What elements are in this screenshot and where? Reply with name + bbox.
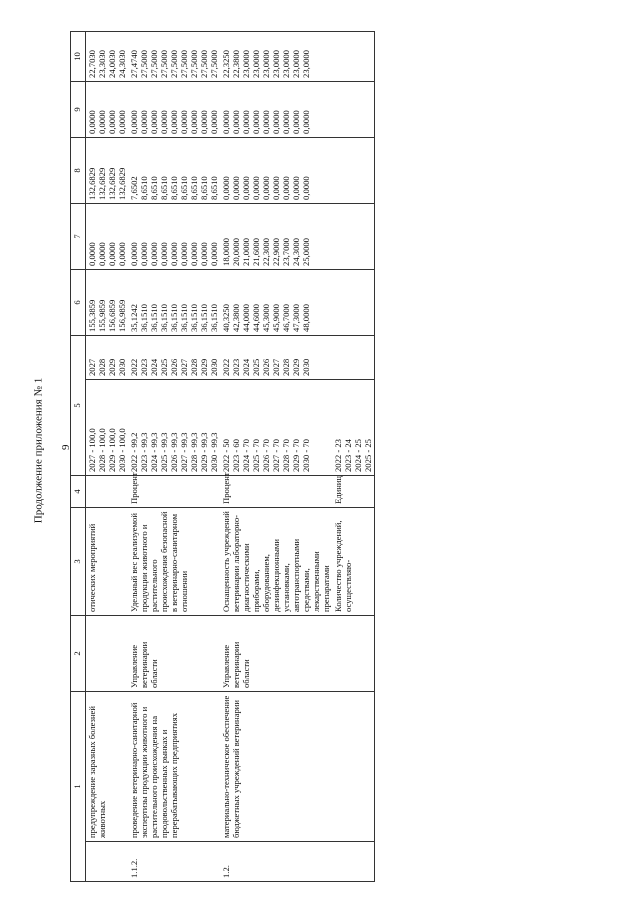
row-col10-value: 24,0030 — [107, 50, 117, 78]
row-col9 — [128, 81, 220, 137]
row-targets-value: 2028 - 70 — [281, 439, 291, 472]
row-targets-value: 2028 - 99,3 — [189, 432, 199, 472]
row-col7-value: 0,0000 — [107, 242, 117, 266]
row-col9-value: 0,0000 — [281, 110, 291, 134]
row-col7-value: 0,0000 — [209, 242, 219, 266]
row-col9-value: 0,0000 — [251, 110, 261, 134]
row-col9 — [86, 81, 129, 137]
table-row — [332, 31, 375, 881]
row-col8-value: 132,6829 — [107, 167, 117, 200]
row-years-value: 2028 — [189, 358, 199, 376]
row-col10 — [220, 31, 332, 81]
row-col9-value: 0,0000 — [107, 110, 117, 134]
row-col9-value: 0,0000 — [139, 110, 149, 134]
row-targets-value: 2022 - 99,2 — [129, 432, 139, 472]
row-years-value: 2030 — [117, 358, 127, 376]
row-col10-value: 27,5000 — [199, 50, 209, 78]
row-col10 — [332, 31, 375, 81]
row-col6-value: 36,1510 — [149, 304, 159, 332]
row-targets-value: 2023 - 99,3 — [139, 432, 149, 472]
row-indicator: Оснащенность учреждений ветеринарии лабораторно-диагностическими приборами, оборудованием, дезинфекционными установками, автотранспортными средствами, лекарственными препаратами — [220, 507, 332, 615]
row-col8-value: 7,6502 — [129, 176, 139, 200]
row-col7-value: 0,0000 — [87, 242, 97, 266]
row-col9-value: 0,0000 — [179, 110, 189, 134]
row-col10-value: 27,5000 — [179, 50, 189, 78]
row-executor — [332, 615, 375, 691]
program-table — [70, 31, 375, 882]
row-years-value: 2023 — [139, 358, 149, 376]
row-col7-value: 0,0000 — [139, 242, 149, 266]
row-years — [332, 335, 375, 379]
row-targets-value: 2024 - 70 — [241, 439, 251, 472]
row-col10-value: 22,7030 — [87, 50, 97, 78]
row-targets-value: 2030 - 100,0 — [117, 428, 127, 472]
row-col6-value: 36,1510 — [139, 304, 149, 332]
row-years-value: 2024 — [241, 358, 251, 376]
row-targets-value: 2022 - 50 — [221, 439, 231, 472]
row-years-value: 2027 — [271, 358, 281, 376]
row-col8-value: 0,0000 — [281, 176, 291, 200]
row-col9-value: 0,0000 — [129, 110, 139, 134]
row-col8 — [128, 137, 220, 203]
row-col10-value: 27,5000 — [209, 50, 219, 78]
row-col8-value: 132,6829 — [117, 167, 127, 200]
header-cell-10: 10 — [71, 31, 86, 81]
row-col8 — [220, 137, 332, 203]
header-cell-9: 9 — [71, 81, 86, 137]
row-name: предупреждение заразных болезней животных — [86, 691, 129, 841]
row-name: материально-техническое обеспечение бюджетных учреждений ветеринарии — [220, 691, 332, 841]
row-targets-value: 2025 - 99,3 — [159, 432, 169, 472]
header-cell-4: 4 — [71, 475, 86, 507]
row-col10-value: 23,0000 — [261, 50, 271, 78]
row-col7-value: 0,0000 — [189, 242, 199, 266]
row-col9-value: 0,0000 — [159, 110, 169, 134]
row-col9-value: 0,0000 — [241, 110, 251, 134]
row-col9-value: 0,0000 — [97, 110, 107, 134]
row-col7-value: 22,3000 — [261, 238, 271, 266]
row-targets-value: 2027 - 100,0 — [87, 428, 97, 472]
row-col9-value: 0,0000 — [209, 110, 219, 134]
row-col9-value: 0,0000 — [87, 110, 97, 134]
row-col8 — [332, 137, 375, 203]
row-col6-value: 47,3000 — [291, 304, 301, 332]
row-col6 — [220, 269, 332, 335]
row-targets-value: 2024 - 99,3 — [149, 432, 159, 472]
row-executor: Управление ветеринарии области — [128, 615, 220, 691]
row-col8-value: 8,6510 — [189, 176, 199, 200]
row-col6 — [128, 269, 220, 335]
row-col6 — [86, 269, 129, 335]
row-indicator: Количество учреждений, осуществляю- — [332, 507, 375, 615]
row-years-value: 2023 — [231, 358, 241, 376]
row-years-value: 2024 — [149, 358, 159, 376]
row-col7-value: 0,0000 — [129, 242, 139, 266]
row-years — [86, 335, 129, 379]
row-col6-value: 35,1242 — [129, 304, 139, 332]
row-col7-value: 0,0000 — [159, 242, 169, 266]
row-col7-value: 25,0000 — [301, 238, 311, 266]
row-code — [86, 842, 129, 882]
row-unit: Единиц — [332, 475, 375, 507]
row-code — [332, 842, 375, 882]
row-targets-value: 2029 - 100,0 — [107, 428, 117, 472]
row-years-value: 2022 — [129, 358, 139, 376]
row-col7-value: 21,0000 — [241, 238, 251, 266]
appendix-caption-text: Продолжение приложения № 1 — [32, 377, 45, 524]
row-col9-value: 0,0000 — [189, 110, 199, 134]
row-col6-value: 36,1510 — [199, 304, 209, 332]
row-col8-value: 8,6510 — [169, 176, 179, 200]
row-code: 1.2. — [220, 842, 332, 882]
table-row — [128, 31, 220, 881]
row-years — [220, 335, 332, 379]
row-col8-value: 132,6829 — [87, 167, 97, 200]
row-years-value: 2025 — [159, 358, 169, 376]
row-col6-value: 48,0000 — [301, 304, 311, 332]
table-body — [86, 31, 375, 881]
row-col8-value: 8,6510 — [159, 176, 169, 200]
row-col10-value: 27,5000 — [139, 50, 149, 78]
row-col10 — [128, 31, 220, 81]
row-col7 — [220, 203, 332, 269]
row-col8-value: 0,0000 — [251, 176, 261, 200]
row-col8-value: 0,0000 — [231, 176, 241, 200]
header-cell-8: 8 — [71, 137, 86, 203]
row-targets-value: 2026 - 70 — [261, 439, 271, 472]
row-targets-value: 2022 - 23 — [333, 439, 343, 472]
row-col9-value: 0,0000 — [261, 110, 271, 134]
row-col7-value: 23,7000 — [281, 238, 291, 266]
header-cell-2: 2 — [71, 615, 86, 691]
row-col6-value: 156,9859 — [117, 299, 127, 332]
page-number: 9 — [60, 444, 72, 450]
row-col10 — [86, 31, 129, 81]
row-col6 — [332, 269, 375, 335]
row-col7-value: 21,6000 — [251, 238, 261, 266]
row-targets-value: 2025 - 70 — [251, 439, 261, 472]
row-targets-value: 2023 - 24 — [343, 439, 353, 472]
row-unit — [86, 475, 129, 507]
row-col8-value: 0,0000 — [301, 176, 311, 200]
row-years-value: 2022 — [221, 358, 231, 376]
row-col7-value: 0,0000 — [149, 242, 159, 266]
row-col7 — [86, 203, 129, 269]
header-cell-6: 6 — [71, 269, 86, 335]
row-col8-value: 0,0000 — [271, 176, 281, 200]
row-col8-value: 8,6510 — [179, 176, 189, 200]
row-col6-value: 44,0000 — [241, 304, 251, 332]
table-row — [220, 31, 332, 881]
row-targets-value: 2030 - 70 — [301, 439, 311, 472]
row-col10-value: 27,5000 — [149, 50, 159, 78]
header-cell-7: 7 — [71, 203, 86, 269]
row-targets — [220, 379, 332, 475]
row-years-value: 2029 — [291, 358, 301, 376]
row-years-value: 2026 — [261, 358, 271, 376]
row-years-value: 2027 — [87, 358, 97, 376]
row-col7-value: 0,0000 — [117, 242, 127, 266]
row-years — [128, 335, 220, 379]
row-targets-value: 2027 - 70 — [271, 439, 281, 472]
row-years-value: 2026 — [169, 358, 179, 376]
row-name — [332, 691, 375, 841]
row-col9-value: 0,0000 — [231, 110, 241, 134]
row-col9 — [332, 81, 375, 137]
row-col10-value: 27,4740 — [129, 50, 139, 78]
header-row — [71, 31, 86, 881]
row-col6-value: 155,3859 — [87, 299, 97, 332]
row-years-value: 2030 — [209, 358, 219, 376]
row-col7-value: 24,3000 — [291, 238, 301, 266]
row-col7 — [128, 203, 220, 269]
row-col6-value: 40,3250 — [221, 304, 231, 332]
row-col6-value: 36,1510 — [209, 304, 219, 332]
row-col6-value: 45,9000 — [271, 304, 281, 332]
row-col7-value: 0,0000 — [179, 242, 189, 266]
row-col7 — [332, 203, 375, 269]
row-col7-value: 0,0000 — [169, 242, 179, 266]
header-cell-3: 3 — [71, 507, 86, 615]
row-targets-value: 2027 - 99,3 — [179, 432, 189, 472]
row-col9-value: 0,0000 — [169, 110, 179, 134]
row-unit: Процент — [128, 475, 220, 507]
row-col9-value: 0,0000 — [149, 110, 159, 134]
row-targets-value: 2030 - 99,3 — [209, 432, 219, 472]
row-indicator: Удельный вес реализуемой продукции животного и растительного происхождения безопасной в ветеринарно-санитарном отношении — [128, 507, 220, 615]
row-years-value: 2030 — [301, 358, 311, 376]
row-col6-value: 44,6000 — [251, 304, 261, 332]
row-col10-value: 24,3030 — [117, 50, 127, 78]
row-col8 — [86, 137, 129, 203]
row-targets-value: 2024 - 25 — [353, 439, 363, 472]
row-code: 1.1.2. — [128, 842, 220, 882]
row-col10-value: 23,0000 — [281, 50, 291, 78]
row-col9-value: 0,0000 — [199, 110, 209, 134]
row-targets-value: 2026 - 99,3 — [169, 432, 179, 472]
row-col8-value: 0,0000 — [221, 176, 231, 200]
row-col10-value: 22,3800 — [231, 50, 241, 78]
row-col7-value: 18,0000 — [221, 238, 231, 266]
row-targets-value: 2029 - 99,3 — [199, 432, 209, 472]
row-col6-value: 155,9859 — [97, 299, 107, 332]
row-col9-value: 0,0000 — [271, 110, 281, 134]
row-col8-value: 0,0000 — [241, 176, 251, 200]
row-years-value: 2029 — [107, 358, 117, 376]
row-col7-value: 22,9000 — [271, 238, 281, 266]
row-targets-value: 2029 - 70 — [291, 439, 301, 472]
row-targets-value: 2025 - 25 — [363, 439, 373, 472]
row-years-value: 2027 — [179, 358, 189, 376]
table-row — [86, 31, 129, 881]
row-col10-value: 23,0000 — [271, 50, 281, 78]
row-targets — [332, 379, 375, 475]
row-col10-value: 27,5000 — [159, 50, 169, 78]
row-col8-value: 0,0000 — [261, 176, 271, 200]
row-col9-value: 0,0000 — [221, 110, 231, 134]
row-targets — [128, 379, 220, 475]
row-col7-value: 0,0000 — [97, 242, 107, 266]
row-col8-value: 132,6829 — [97, 167, 107, 200]
row-targets — [86, 379, 129, 475]
row-col8-value: 8,6510 — [139, 176, 149, 200]
row-col10-value: 22,3250 — [221, 50, 231, 78]
row-col6-value: 36,1510 — [179, 304, 189, 332]
row-col8-value: 8,6510 — [149, 176, 159, 200]
row-col10-value: 23,0000 — [291, 50, 301, 78]
row-years-value: 2028 — [281, 358, 291, 376]
row-col6-value: 36,1510 — [159, 304, 169, 332]
rotated-table-sheet — [70, 32, 605, 882]
header-cell-1: 1 — [71, 691, 86, 881]
row-col6-value: 42,3800 — [231, 304, 241, 332]
row-col6-value: 36,1510 — [169, 304, 179, 332]
row-col10-value: 23,0000 — [251, 50, 261, 78]
row-name: проведение ветеринарно-санитарной экспертизы продукции животного и растительного происхождения на продовольственных рынках и перерабатывающих предприятиях — [128, 691, 220, 841]
row-indicator: отических мероприятий — [86, 507, 129, 615]
row-targets-value: 2023 - 60 — [231, 439, 241, 472]
row-years-value: 2029 — [199, 358, 209, 376]
row-executor — [86, 615, 129, 691]
row-years-value: 2025 — [251, 358, 261, 376]
row-col7-value: 0,0000 — [199, 242, 209, 266]
header-cell-5: 5 — [71, 335, 86, 475]
row-col10-value: 23,3030 — [97, 50, 107, 78]
row-col8-value: 8,6510 — [209, 176, 219, 200]
row-col6-value: 156,6859 — [107, 299, 117, 332]
row-col9-value: 0,0000 — [117, 110, 127, 134]
row-col7-value: 20,0000 — [231, 238, 241, 266]
row-unit: Процент — [220, 475, 332, 507]
row-col9-value: 0,0000 — [301, 110, 311, 134]
row-col6-value: 46,7000 — [281, 304, 291, 332]
row-col10-value: 23,0000 — [301, 50, 311, 78]
row-col6-value: 36,1510 — [189, 304, 199, 332]
row-col9-value: 0,0000 — [291, 110, 301, 134]
row-targets-value: 2028 - 100,0 — [97, 428, 107, 472]
row-years-value: 2028 — [97, 358, 107, 376]
row-col6-value: 45,3000 — [261, 304, 271, 332]
row-col10-value: 23,0000 — [241, 50, 251, 78]
row-col8-value: 8,6510 — [199, 176, 209, 200]
row-col10-value: 27,5000 — [189, 50, 199, 78]
row-col10-value: 27,5000 — [169, 50, 179, 78]
row-executor: Управление ветеринарии области — [220, 615, 332, 691]
row-col9 — [220, 81, 332, 137]
row-col8-value: 0,0000 — [291, 176, 301, 200]
